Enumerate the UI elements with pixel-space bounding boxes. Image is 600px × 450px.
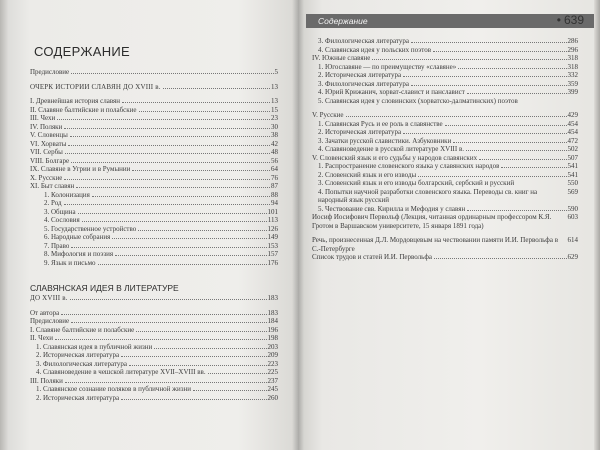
right-page-edge	[594, 0, 600, 450]
toc-dot-leader	[372, 59, 566, 60]
toc-entry	[312, 205, 578, 214]
toc-entry-title: Речь, произнесенная Д.Л. Мордовцевым на чествовании памяти И.И. Первольфа в С.-Петербурге	[312, 236, 559, 253]
toc-entry-title: 4. Славяноведение в русской литературе XVIII в.	[318, 145, 465, 153]
toc-entry	[30, 326, 278, 335]
toc-dot-leader	[163, 88, 270, 89]
toc-entry-page: 209	[267, 351, 278, 359]
toc-entry-title: 4. Славяноведение в чешской литературе XVII–XVIII вв.	[36, 368, 206, 376]
toc-dot-leader	[122, 102, 270, 103]
toc-entry-title: 2. Историческая литература	[36, 351, 120, 359]
toc-dot-leader	[92, 196, 270, 197]
toc-entry-title: V. Русские	[312, 111, 344, 119]
toc-entry	[312, 213, 578, 230]
toc-dot-leader	[98, 264, 267, 265]
toc-entry	[30, 68, 278, 77]
toc-entry-title: 8. Мифология и поэзия	[44, 250, 114, 258]
toc-entry	[30, 294, 278, 303]
toc-entry-title: III. Чехи	[30, 114, 56, 122]
toc-dot-leader	[138, 230, 266, 231]
toc-entry-title: XI. Быт славян	[30, 182, 75, 190]
toc-entry	[30, 334, 278, 343]
toc-entry-page: 153	[267, 241, 278, 250]
toc-entry	[30, 165, 278, 174]
toc-entry-page: 237	[267, 376, 278, 385]
toc-entry-title: 2. Род	[44, 199, 62, 207]
toc-entry	[30, 157, 278, 166]
toc-entry-title: 4. Славянская идея у польских поэтов	[318, 45, 432, 54]
toc-entry-page: 149	[267, 233, 278, 241]
toc-entry-page: 603	[567, 213, 578, 221]
toc-entry-page: 13	[271, 82, 278, 91]
toc-entry-page: 245	[267, 385, 278, 393]
toc-entry	[312, 97, 578, 106]
toc-entry-title: 1. Славянская идея в публичной жизни	[36, 342, 153, 351]
toc-dot-leader	[445, 125, 567, 126]
toc-entry-title: IV. Поляки	[30, 122, 63, 131]
toc-entry-title: Иосиф Иосифович Первольф (Лекция, читанная ординарным профессором К.Я. Гротом в Варшавском университете, 15 января 1891 года)	[312, 213, 552, 230]
toc-entry-page: 590	[567, 204, 578, 213]
toc-entry-page: 23	[271, 114, 278, 122]
toc-entry-page: 629	[567, 253, 578, 261]
toc-entry-title: 3. Зачатки русской славистики. Азбуковники	[318, 136, 452, 145]
toc-entry-page: 176	[267, 258, 278, 267]
toc-entry-title: 3. Филологическая литература	[36, 359, 127, 368]
toc-entry-title: IV. Южные славяне	[312, 54, 371, 62]
toc-dot-leader	[115, 255, 266, 256]
toc-entry	[30, 106, 278, 115]
toc-entry	[30, 140, 278, 149]
toc-entry-title: Предисловие	[30, 68, 70, 76]
toc-entry-title: Список трудов и статей И.И. Первольфа	[312, 253, 432, 261]
toc-entry	[30, 225, 278, 234]
toc-entry-page: 223	[267, 359, 278, 368]
toc-dot-leader	[458, 68, 566, 69]
toc-dot-leader	[453, 142, 566, 143]
toc-dot-leader	[346, 116, 567, 117]
toc-entry-title: 1. Славянская Русь и ее роль в славянстве	[318, 119, 443, 128]
toc-entry-page: 88	[271, 190, 278, 199]
toc-entry	[30, 317, 278, 326]
toc-entry-title: 5. Государственное устройство	[44, 224, 137, 233]
toc-right-list	[312, 37, 578, 262]
toc-entry-title: 2. Историческая литература	[36, 393, 120, 402]
toc-dot-leader	[139, 111, 270, 112]
toc-entry-title: 1. Колонизация	[44, 190, 90, 199]
toc-dot-leader	[121, 399, 266, 400]
toc-dot-leader	[64, 128, 270, 129]
toc-entry	[30, 174, 278, 183]
toc-entry	[312, 71, 578, 80]
toc-entry	[30, 131, 278, 140]
toc-dot-leader	[418, 176, 566, 177]
toc-entry-page: 429	[567, 111, 578, 119]
toc-entry-page: 296	[567, 45, 578, 54]
toc-entry	[312, 37, 578, 46]
toc-entry-title: III. Поляки	[30, 376, 63, 385]
toc-dot-leader	[76, 187, 270, 188]
running-title: Содержание	[318, 16, 368, 26]
right-page	[298, 0, 600, 450]
running-header	[306, 14, 594, 28]
toc-dot-leader	[403, 133, 566, 134]
page-number-value: 639	[563, 13, 584, 27]
toc-entry	[312, 171, 578, 180]
section2-heading: СЛАВЯНСКАЯ ИДЕЯ В ЛИТЕРАТУРЕ	[30, 283, 179, 293]
toc-entry-page: 42	[271, 139, 278, 148]
toc-entry	[312, 236, 578, 253]
toc-entry	[30, 83, 278, 92]
toc-entry	[312, 80, 578, 89]
toc-entry-page: 318	[567, 62, 578, 71]
toc-entry-page: 183	[267, 294, 278, 302]
toc-entry-title: X. Русские	[30, 173, 63, 182]
left-page-edge	[0, 0, 8, 450]
toc-entry-title: IX. Славяне в Угрии и в Румынии	[30, 165, 131, 173]
toc-entry-page: 113	[267, 216, 278, 224]
toc-entry-title: VI. Хорваты	[30, 139, 67, 148]
toc-entry-page: 614	[567, 236, 578, 244]
toc-entry-page: 157	[267, 250, 278, 258]
toc-dot-leader	[71, 73, 273, 74]
toc-entry	[30, 309, 278, 318]
toc-entry-page: 286	[567, 37, 578, 45]
toc-entry	[30, 368, 278, 377]
toc-entry	[30, 208, 278, 217]
toc-dot-leader	[71, 322, 266, 323]
toc-dot-leader	[112, 238, 266, 239]
toc-entry-title: 3. Филологическая литература	[318, 37, 409, 45]
toc-dot-leader	[193, 390, 266, 391]
toc-entry	[30, 351, 278, 360]
toc-title: СОДЕРЖАНИЕ	[34, 44, 131, 59]
toc-entry-page: 38	[271, 131, 278, 139]
toc-entry-title: 1. Югославяне — по преимуществу «славяне»	[318, 62, 457, 71]
toc-entry-page: 472	[567, 136, 578, 145]
toc-entry-page: 101	[267, 207, 278, 216]
toc-entry-page: 76	[271, 173, 278, 182]
toc-dot-leader	[208, 373, 267, 374]
toc-entry-page: 198	[267, 334, 278, 342]
toc-entry	[312, 46, 578, 55]
toc-entry-page: 569	[567, 187, 578, 196]
toc-entry-title: 2. Историческая литература	[318, 71, 402, 79]
toc-entry	[30, 191, 278, 200]
toc-entry-title: 5. Чествование свв. Кирилла и Мефодия у славян	[318, 204, 466, 213]
toc-dot-leader	[55, 339, 267, 340]
toc-entry	[30, 259, 278, 268]
toc-entry-page: 332	[567, 71, 578, 79]
toc-entry	[30, 123, 278, 132]
toc-left-list	[30, 68, 278, 402]
toc-entry-title: 4. Юрий Крижанич, хорват-славист и панславист	[318, 88, 465, 96]
toc-entry	[30, 242, 278, 251]
left-page	[0, 0, 298, 450]
toc-entry	[30, 233, 278, 242]
toc-dot-leader	[433, 51, 566, 52]
toc-dot-leader	[434, 258, 567, 259]
toc-dot-leader	[61, 314, 266, 315]
toc-entry-title: I. Древнейшая история славян	[30, 97, 121, 105]
toc-dot-leader	[70, 136, 270, 137]
toc-dot-leader	[129, 365, 267, 366]
toc-entry-title: 3. Словенский язык и его изводы болгарский, сербский и русский	[318, 179, 515, 187]
toc-dot-leader	[411, 85, 567, 86]
toc-entry-title: 9. Язык и письмо	[44, 258, 96, 267]
toc-entry-title: ОЧЕРК ИСТОРИИ СЛАВЯН ДО XVIII в.	[30, 82, 161, 91]
toc-entry	[30, 114, 278, 123]
toc-entry-page: 203	[267, 342, 278, 351]
toc-entry-page: 30	[271, 122, 278, 131]
toc-entry-page: 359	[567, 79, 578, 88]
toc-entry	[30, 97, 278, 106]
toc-entry-page: 260	[267, 393, 278, 402]
toc-entry-title: ДО XVIII в.	[30, 294, 68, 302]
toc-entry-page: 399	[567, 88, 578, 96]
toc-dot-leader	[82, 221, 267, 222]
toc-dot-leader	[71, 247, 266, 248]
toc-entry-title: Предисловие	[30, 317, 70, 325]
toc-entry-page: 225	[267, 368, 278, 376]
toc-entry-page: 5	[274, 68, 278, 76]
toc-entry-title: 5. Славянская идея у словинских (хорватско-далматинских) поэтов	[318, 96, 518, 105]
toc-entry	[30, 360, 278, 369]
toc-entry-page: 15	[271, 105, 278, 114]
toc-dot-leader	[64, 179, 270, 180]
toc-entry-title: V. Словенцы	[30, 131, 68, 139]
toc-entry-title: От автора	[30, 308, 60, 317]
toc-entry-title: 7. Право	[44, 241, 70, 250]
toc-entry-title: 1. Славянское сознание поляков в публичной жизни	[36, 385, 192, 393]
toc-entry	[312, 137, 578, 146]
toc-entry	[30, 182, 278, 191]
toc-dot-leader	[411, 42, 567, 43]
toc-entry-page: 502	[567, 145, 578, 153]
toc-entry	[312, 54, 578, 63]
toc-dot-leader	[467, 93, 567, 94]
toc-entry-page: 183	[267, 308, 278, 317]
toc-entry	[30, 385, 278, 394]
toc-dot-leader	[479, 159, 566, 160]
toc-entry	[312, 179, 578, 188]
toc-entry-page: 184	[267, 317, 278, 325]
toc-dot-leader	[68, 145, 270, 146]
toc-entry	[30, 377, 278, 386]
toc-dot-leader	[70, 299, 267, 300]
toc-entry-title: I. Славяне балтийские и полабские	[30, 325, 135, 334]
toc-entry-page: 550	[567, 179, 578, 187]
toc-dot-leader	[466, 150, 566, 151]
toc-entry-page: 87	[271, 182, 278, 190]
toc-entry-page: 318	[567, 54, 578, 62]
toc-entry-page: 56	[271, 156, 278, 165]
toc-entry-title: II. Славяне балтийские и полабские	[30, 105, 137, 114]
toc-entry	[312, 128, 578, 137]
toc-dot-leader	[65, 153, 270, 154]
toc-entry-title: V. Словенский язык и его судьбы у народов славянских	[312, 153, 478, 162]
toc-entry	[312, 188, 578, 205]
toc-entry-title: 3. Филологическая литература	[318, 79, 409, 88]
toc-entry-title: VIII. Болгаре	[30, 156, 70, 165]
toc-entry	[30, 394, 278, 403]
toc-dot-leader	[57, 119, 270, 120]
page-number	[557, 13, 584, 27]
toc-entry	[312, 253, 578, 262]
toc-entry	[312, 63, 578, 72]
toc-entry	[30, 148, 278, 157]
toc-entry-title: 1. Распространение словенского языка у славянских народов	[318, 162, 500, 170]
toc-entry-title: 4. Сословия	[44, 216, 80, 224]
toc-dot-leader	[78, 213, 267, 214]
toc-dot-leader	[64, 204, 270, 205]
toc-entry-title: 6. Народные собрания	[44, 233, 111, 241]
book-gutter	[292, 0, 304, 450]
toc-entry	[30, 343, 278, 352]
toc-entry	[30, 199, 278, 208]
toc-entry-title: II. Чехи	[30, 334, 53, 342]
toc-entry	[312, 145, 578, 154]
toc-dot-leader	[467, 210, 566, 211]
toc-entry	[30, 216, 278, 225]
toc-entry-page: 541	[567, 162, 578, 170]
toc-entry-page: 13	[271, 97, 278, 105]
toc-dot-leader	[136, 331, 266, 332]
toc-entry-title: VII. Сербы	[30, 148, 63, 156]
toc-entry-page: 94	[271, 199, 278, 207]
toc-dot-leader	[71, 162, 270, 163]
toc-entry	[312, 154, 578, 163]
toc-entry-title: 2. Историческая литература	[318, 128, 402, 136]
toc-entry	[30, 250, 278, 259]
toc-entry-page: 454	[567, 119, 578, 128]
toc-dot-leader	[403, 76, 566, 77]
toc-dot-leader	[501, 167, 566, 168]
toc-entry-page: 126	[267, 224, 278, 233]
toc-entry-page: 507	[567, 153, 578, 162]
toc-dot-leader	[132, 170, 270, 171]
bullet-icon: •	[556, 13, 561, 27]
toc-entry-title: 2. Словенский язык и его изводы	[318, 170, 417, 179]
toc-entry-page: 454	[567, 128, 578, 136]
toc-entry	[312, 162, 578, 171]
toc-dot-leader	[121, 356, 266, 357]
toc-entry	[312, 88, 578, 97]
toc-entry-page: 48	[271, 148, 278, 156]
toc-entry-page: 541	[567, 170, 578, 179]
toc-entry	[312, 111, 578, 120]
toc-entry-title: 3. Община	[44, 207, 76, 216]
toc-entry-page: 64	[271, 165, 278, 173]
toc-dot-leader	[65, 382, 267, 383]
toc-entry-page: 196	[267, 325, 278, 334]
toc-dot-leader	[154, 348, 266, 349]
toc-entry-title: 4. Попытки научной разработки словенского языка. Переводы св. книг на народный язык русский	[318, 187, 538, 204]
toc-entry	[312, 120, 578, 129]
